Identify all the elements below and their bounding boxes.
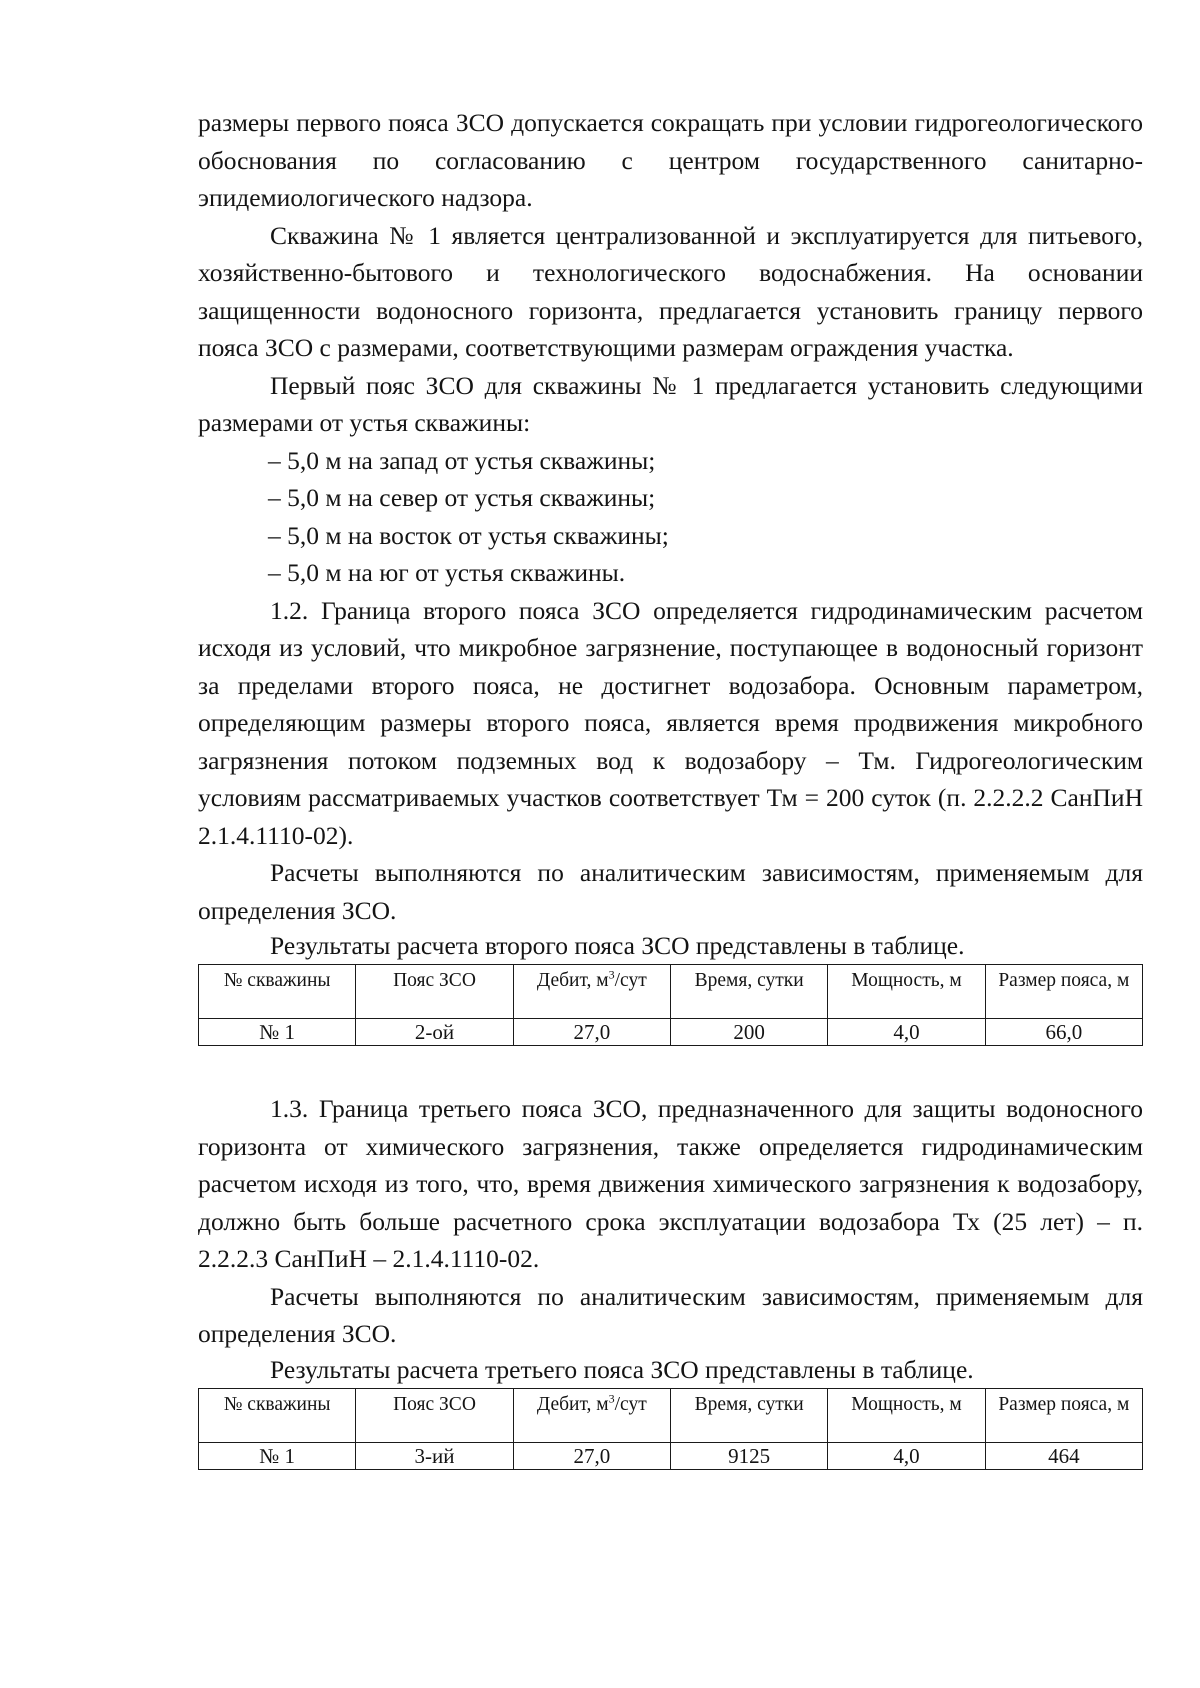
cell-debit: 27,0: [513, 1442, 670, 1469]
cell-size: 464: [985, 1442, 1142, 1469]
paragraph-section-1-2: 1.2. Граница второго пояса ЗСО определяется гидродинамическим расчетом исходя из условий, что микробное загрязнение, поступающее в водоносный горизонт за пределами второго пояса, не достигнет водозабора. Основным параметром, определяющим размеры второго пояса, является время продвижения микробного загрязнения потоком подземных вод к водозабору – Тм. Гидрогеологическим условиям рассматриваемых участков соответствует Тм = 200 суток (п. 2.2.2.2 СанПиН 2.1.4.1110-02).: [198, 595, 1143, 850]
table-header-row: [199, 965, 1143, 1019]
cell-zone: 3-ий: [356, 1442, 513, 1469]
header-zone: Пояс ЗСО: [356, 965, 513, 1019]
cell-well: № 1: [199, 1019, 356, 1046]
cell-size: 66,0: [985, 1019, 1142, 1046]
table1-caption: Результаты расчета второго пояса ЗСО представлены в таблице.: [270, 931, 965, 960]
header-debit: Дебит, $м^3$/сут: [513, 965, 670, 1019]
table-header-row: [199, 1388, 1143, 1442]
cell-well: № 1: [199, 1442, 356, 1469]
paragraph-well-description: Скважина № 1 является централизованной и эксплуатируется для питьевого, хозяйственно-бытового и технологического водоснабжения. На основании защищенности водоносного горизонта, предлагается установить границу первого пояса ЗСО с размерами, соответствующими размерам ограждения участка.: [198, 220, 1143, 362]
zone1-size-list: [198, 442, 1143, 592]
zone3-results-table: [198, 1388, 1143, 1470]
list-item: – 5,0 м на юг от устья скважины.: [268, 558, 626, 587]
spacer: [198, 1046, 1143, 1090]
list-item: – 5,0 м на восток от устья скважины;: [268, 520, 669, 550]
cell-debit: 27,0: [513, 1019, 670, 1046]
header-debit: Дебит, $м^3$/сут: [513, 1388, 670, 1442]
header-size: Размер пояса, м: [985, 1388, 1142, 1442]
header-well: № скважины: [199, 965, 356, 1019]
paragraph-zone1-reduction: размеры первого пояса ЗСО допускается сокращать при условии гидрогеологического обоснования по согласованию с центром государственного санитарно-эпидемиологического надзора.: [198, 108, 1143, 212]
table2-caption: Результаты расчета третьего пояса ЗСО представлены в таблице.: [270, 1354, 974, 1384]
header-size: Размер пояса, м: [985, 965, 1142, 1019]
paragraph-calculation-method: Расчеты выполняются по аналитическим зависимостям, применяемым для определения ЗСО.: [198, 858, 1143, 925]
cell-zone: 2-ой: [356, 1019, 513, 1046]
paragraph-section-1-3: 1.3. Граница третьего пояса ЗСО, предназначенного для защиты водоносного горизонта от химического загрязнения, также определяется гидродинамическим расчетом исходя из того, что, время движения химического загрязнения к водозабору, должно быть больше расчетного срока эксплуатации водозабора Тх (25 лет) – п. 2.2.2.3 СанПиН – 2.1.4.1110-02.: [198, 1094, 1143, 1273]
list-item: – 5,0 м на север от устья скважины;: [268, 483, 656, 512]
cell-time: 9125: [670, 1442, 827, 1469]
cell-time: 200: [670, 1019, 827, 1046]
header-zone: Пояс ЗСО: [356, 1388, 513, 1442]
document-body: [198, 104, 1143, 1470]
table-row: [199, 1442, 1143, 1469]
header-time: Время, сутки: [670, 1388, 827, 1442]
list-item: – 5,0 м на запад от устья скважины;: [268, 445, 656, 475]
header-power: Мощность, м: [828, 965, 985, 1019]
paragraph-calculation-method-2: Расчеты выполняются по аналитическим зависимостям, применяемым для определения ЗСО.: [198, 1281, 1143, 1348]
paragraph-zone1-sizes-intro: Первый пояс ЗСО для скважины № 1 предлагается установить следующими размерами от устья скважины:: [198, 370, 1143, 437]
header-time: Время, сутки: [670, 965, 827, 1019]
header-power: Мощность, м: [828, 1388, 985, 1442]
cell-power: 4,0: [828, 1442, 985, 1469]
zone2-results-table: [198, 964, 1143, 1046]
cell-power: 4,0: [828, 1019, 985, 1046]
header-well: № скважины: [199, 1388, 356, 1442]
table-row: [199, 1019, 1143, 1046]
